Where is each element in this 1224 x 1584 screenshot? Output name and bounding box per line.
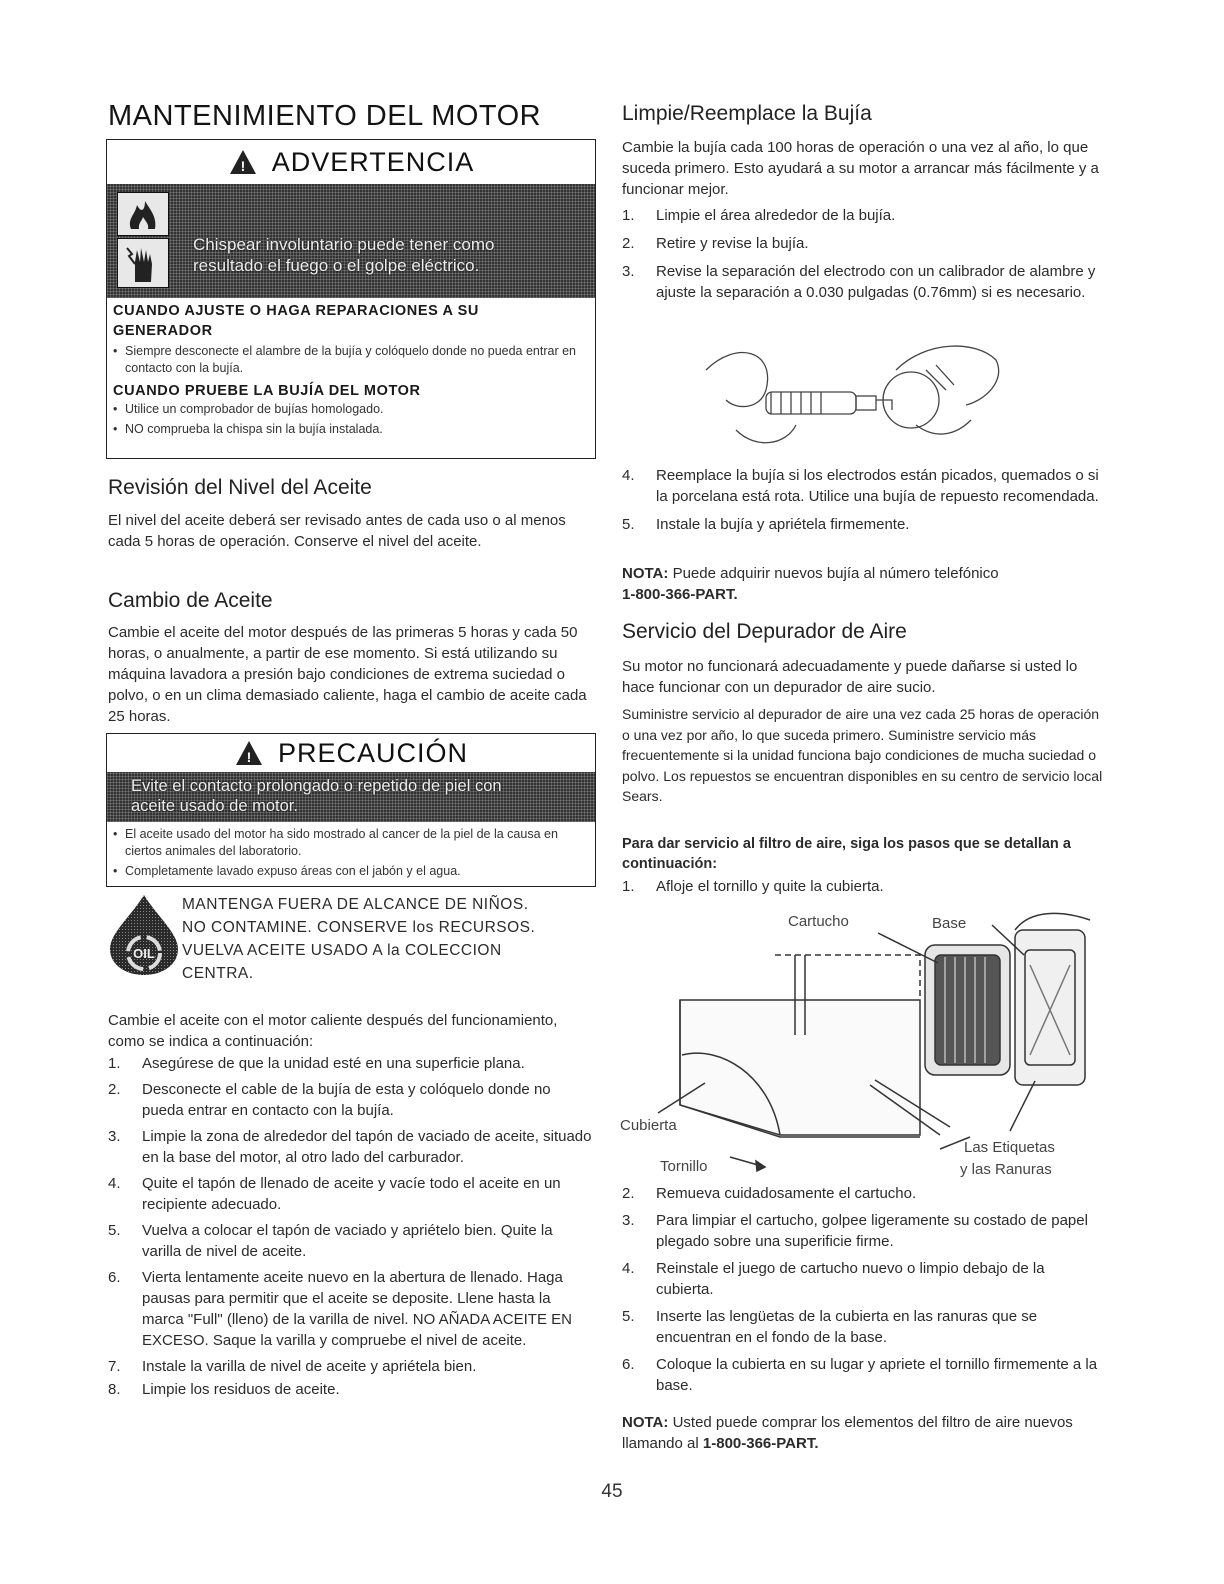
list-item: 1. Asegúrese de que la unidad esté en una superficie plana. <box>108 1055 525 1072</box>
list-item: 6. Vierta lentamente aceite nuevo en la abertura de llenado. Haga pausas para permitir que el aceite se deposite. Llene hasta la marca "Full" (lleno) de la varilla de nivel. NO AÑADA ACEITE EN EXCESO. Saque la varilla y compruebe el nivel de aceite. <box>108 1269 572 1349</box>
air-cleaner-note: NOTA: Usted puede comprar los elementos del filtro de aire nuevos llamando al 1-800-366-PART. <box>622 1414 1073 1452</box>
label-base: Base <box>932 915 967 932</box>
oil-steps-list <box>108 1053 594 1400</box>
list-item: 1. Afloje el tornillo y quite la cubierta. <box>622 878 884 895</box>
caution-banner <box>107 772 595 822</box>
warning-banner-line1: Chispear involuntario puede tener como <box>193 235 495 254</box>
list-item: 7. Instale la varilla de nivel de aceite y apriétela bien. <box>108 1358 477 1375</box>
warning-banner-line2: resultado el fuego o el golpe eléctrico. <box>193 256 480 275</box>
list-item: 2. Desconecte el cable de la bujía de esta y colóquelo donde no pueda entrar en contacto con la bujía. <box>108 1081 551 1119</box>
caution-box <box>106 733 596 887</box>
warning-section1-item: • Siempre desconecte el alambre de la bujía y colóquelo donde no pueda entrar en contacto con la bujía. <box>113 343 589 377</box>
svg-text:!: ! <box>246 749 252 765</box>
caution-banner-line1: Evite el contacto prolongado o repetido de piel con <box>131 777 502 795</box>
list-item: 5. Instale la bujía y apriétela firmemente. <box>622 516 910 533</box>
warning-section2-item: • Utilice un comprobador de bujías homologado. <box>113 401 589 418</box>
warning-header <box>107 140 595 184</box>
page-title: MANTENIMIENTO DEL MOTOR <box>108 100 542 132</box>
spark-plug-note: NOTA: Puede adquirir nuevos bujía al número telefónico 1-800-366-PART. <box>622 565 999 603</box>
list-item: 1. Limpie el área alrededor de la bujía. <box>622 207 896 224</box>
list-item: 3. Para limpiar el cartucho, golpee ligeramente su costado de papel plegado sobre una superificie firme. <box>622 1212 1088 1250</box>
air-filter-illustration <box>620 905 1100 1183</box>
list-item: 2. Remueva cuidadosamente el cartucho. <box>622 1185 917 1202</box>
recycle-oil-icon <box>104 893 184 977</box>
caution-item: • Completamente lavado expuso áreas con el jabón y el agua. <box>113 863 583 880</box>
label-etiquetas: Las Etiquetas y las Ranuras <box>960 1139 1055 1178</box>
air-cleaner-heading: Servicio del Depurador de Aire <box>622 620 907 643</box>
list-item: 4. Quite el tapón de llenado de aceite y vacíe todo el aceite en un recipiente adecuado. <box>108 1175 561 1213</box>
oil-check-text: El nivel del aceite deberá ser revisado antes de cada uso o al menos cada 5 horas de operación. Conserve el nivel del aceite. <box>108 512 566 550</box>
warning-triangle-icon <box>228 148 258 176</box>
oil-change-intro: Cambie el aceite con el motor caliente después del funcionamiento, como se indica a continuación: <box>108 1012 558 1050</box>
list-item: 5. Inserte las lengüetas de la cubierta en las ranuras que se encuentran en el fondo de la base. <box>622 1308 1038 1346</box>
electric-shock-icon <box>117 238 169 288</box>
air-cleaner-steps <box>622 1183 1106 1396</box>
spark-plug-illustration <box>696 330 1016 460</box>
caution-item: • El aceite usado del motor ha sido mostrado al cancer de la piel de la causa en ciertos animales del laboratorio. <box>113 826 583 860</box>
spark-plug-steps-2 <box>622 465 1106 535</box>
list-item: 3. Limpie la zona de alrededor del tapón de vaciado de aceite, situado en la base del motor, al otro lado del carburador. <box>108 1128 592 1166</box>
spark-plug-heading: Limpie/Reemplace la Bujía <box>622 102 872 125</box>
caution-header <box>107 734 595 772</box>
list-item: 2. Retire y revise la bujía. <box>622 235 809 252</box>
oil-change-heading: Cambio de Aceite <box>108 589 273 612</box>
caution-banner-line2: aceite usado de motor. <box>131 797 298 815</box>
caution-title: PRECAUCIÓN <box>277 737 469 768</box>
warning-box <box>106 139 596 459</box>
air-cleaner-service: Suministre servicio al depurador de aire una vez cada 25 horas de operación o una vez por año, lo que suceda primero. Suministre servicio más frecuentemente si la unidad funciona bajo condiciones de mucha suciedad o polvo. Los repuestos se encuentran disponibles en su centro de servicio local Sears. <box>622 706 1103 804</box>
page-number: 45 <box>601 1481 623 1502</box>
label-cubierta: Cubierta <box>620 1117 677 1134</box>
list-item: 4. Reinstale el juego de cartucho nuevo o limpio debajo de la cubierta. <box>622 1260 1045 1298</box>
air-cleaner-steps-heading: Para dar servicio al filtro de aire, siga los pasos que se detallan a continuación: <box>622 836 1071 872</box>
label-tornillo: Tornillo <box>660 1158 708 1175</box>
list-item: 4. Reemplace la bujía si los electrodos están picados, quemados o si la porcelana está rota. Utilice una bujía de repuesto recomendada. <box>622 467 1099 505</box>
recycle-icon-text: OIL <box>133 946 155 961</box>
list-item: 6. Coloque la cubierta en su lugar y apriete el tornillo firmemente a la base. <box>622 1356 1098 1394</box>
oil-change-text: Cambie el aceite del motor después de las primeras 5 horas y cada 50 horas, o anualmente, a partir de ese momento. Si está utilizando su máquina lavadora a presión bajo condiciones de extrema suciedad o polvo, o en un clima demasiado caliente, haga el cambio de aceite cada 25 horas. <box>108 624 587 725</box>
fire-icon <box>117 192 169 236</box>
warning-section1-heading: CUANDO AJUSTE O HAGA REPARACIONES A SU GENERADOR <box>113 303 479 339</box>
list-item: 5. Vuelva a colocar el tapón de vaciado y apriételo bien. Quite la varilla de nivel de aceite. <box>108 1222 553 1260</box>
svg-text:!: ! <box>240 158 246 174</box>
spark-plug-steps <box>622 205 1106 303</box>
warning-banner <box>107 184 595 298</box>
list-item: 8. Limpie los residuos de aceite. <box>108 1381 340 1398</box>
oil-check-heading: Revisión del Nivel del Aceite <box>108 476 372 499</box>
label-cartucho: Cartucho <box>788 913 849 930</box>
list-item: 3. Revise la separación del electrodo con un calibrador de alambre y ajuste la separación a 0.030 pulgadas (0.76mm) si es necesario. <box>622 263 1096 301</box>
caution-triangle-icon <box>234 739 264 767</box>
warning-section2-heading: CUANDO PRUEBE LA BUJÍA DEL MOTOR <box>113 383 421 399</box>
air-cleaner-intro: Su motor no funcionará adecuadamente y puede dañarse si usted lo hace funcionar con un depurador de aire sucio. <box>622 658 1078 696</box>
spark-plug-intro: Cambie la bujía cada 100 horas de operación o una vez al año, lo que suceda primero. Esto ayudará a su motor a arrancar más fácilmente y a funcionar mejor. <box>622 139 1099 198</box>
warning-section2-item: • NO comprueba la chispa sin la bujía instalada. <box>113 421 589 438</box>
warning-title: ADVERTENCIA <box>271 146 475 177</box>
recycle-notice: MANTENGA FUERA DE ALCANCE DE NIÑOS. NO CONTAMINE. CONSERVE los RECURSOS. VUELVA ACEITE USADO A la COLECCION CENTRA. <box>182 896 536 982</box>
